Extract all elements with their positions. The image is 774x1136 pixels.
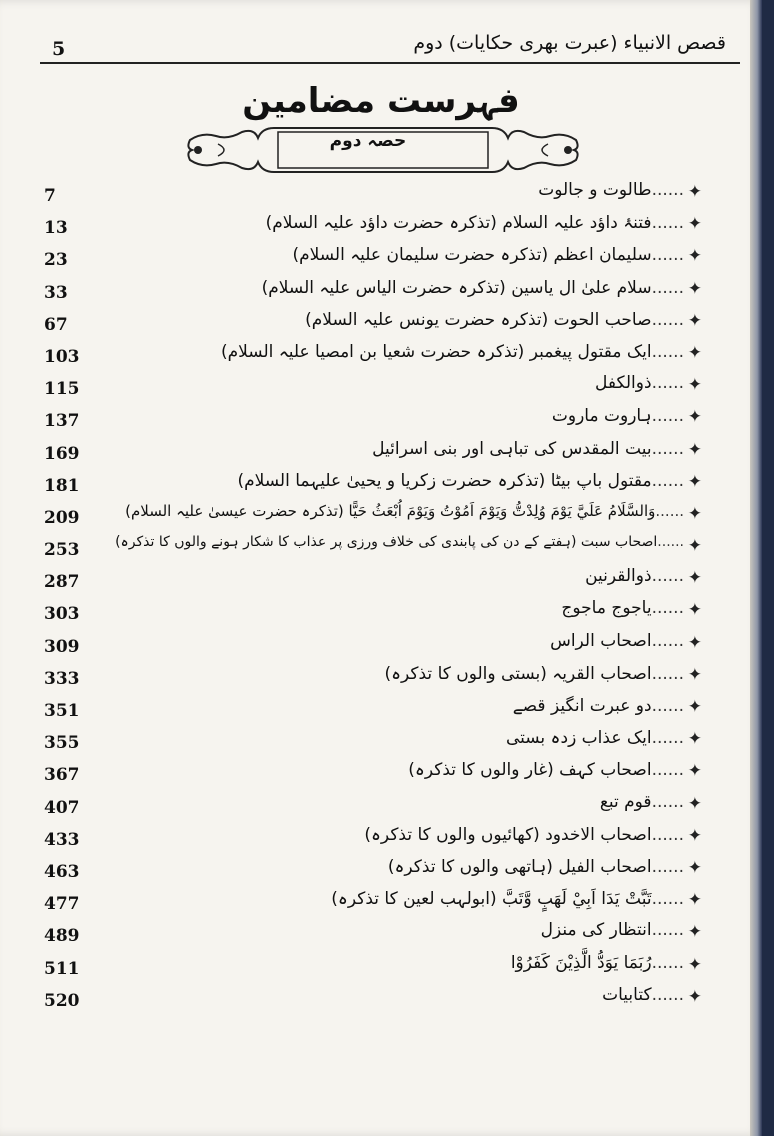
toc-leader-dots: ......	[651, 180, 684, 200]
toc-entry	[0, 659, 762, 691]
toc-leader-dots: ......	[651, 889, 684, 910]
toc-page-number: 520	[44, 990, 80, 1011]
toc-page-number: 253	[44, 540, 80, 561]
star-bullet-icon: ✦	[687, 986, 702, 1007]
toc-entry	[0, 755, 762, 787]
toc-leader-dots: ......	[651, 920, 684, 941]
toc-entry	[0, 401, 762, 433]
toc-entry	[0, 530, 762, 562]
toc-leader-dots: ......	[651, 696, 684, 716]
toc-entry-title: ایک مقتول پیغمبر (تذکرہ حضرت شعیا بن امصیا علیہ السلام)	[220, 341, 652, 362]
toc-entry-line	[561, 598, 684, 618]
toc-entry-title: قوم تبع	[599, 791, 652, 812]
toc-entry-title: انتظار کی منزل	[540, 920, 652, 941]
star-bullet-icon: ✦	[687, 954, 702, 975]
toc-entry	[0, 788, 762, 820]
star-bullet-icon: ✦	[687, 310, 702, 331]
star-bullet-icon: ✦	[687, 471, 702, 492]
toc-leader-dots: ......	[651, 438, 684, 459]
toc-entry	[0, 240, 762, 272]
toc-leader-dots: ......	[651, 984, 684, 1005]
toc-entry-title: اصحاب الراس	[550, 630, 652, 651]
star-bullet-icon: ✦	[687, 342, 702, 363]
toc-entry-title: اصحاب القریہ (بستی والوں کا تذکرہ)	[384, 663, 652, 684]
toc-page-number: 23	[44, 250, 68, 271]
toc-entry-line	[266, 212, 684, 233]
toc-entry-line	[511, 953, 684, 973]
toc-entry	[0, 820, 762, 852]
toc-entry-title: دو عبرت انگیز قصے	[512, 696, 652, 716]
star-bullet-icon: ✦	[687, 793, 702, 814]
toc-entry	[0, 337, 762, 369]
toc-page-number: 115	[44, 379, 80, 400]
star-bullet-icon: ✦	[687, 182, 702, 202]
toc-entry	[0, 852, 762, 884]
toc-entry-line	[506, 727, 684, 748]
toc-entry-line	[331, 888, 684, 909]
toc-leader-dots: ......	[651, 277, 684, 298]
toc-entry-title: مقتول باپ بیٹا (تذکرہ حضرت زکریا و یحییٰ علیہما السلام)	[237, 470, 652, 491]
toc-page-number: 7	[44, 186, 56, 206]
toc-leader-dots: ......	[651, 630, 684, 651]
header-rule	[40, 62, 740, 64]
toc-page-number: 103	[44, 346, 80, 367]
toc-entry-title: اصحاب کہف (غار والوں کا تذکرہ)	[408, 760, 652, 781]
star-bullet-icon: ✦	[687, 536, 702, 557]
star-bullet-icon: ✦	[687, 729, 702, 750]
star-bullet-icon: ✦	[687, 890, 702, 911]
toc-page-number: 489	[44, 926, 80, 947]
toc-entry	[0, 884, 762, 916]
toc-leader-dots: ......	[651, 406, 684, 427]
toc-entry-title: سلام علیٰ ال یاسین (تذکرہ حضرت الیاس علیہ السلام)	[261, 277, 652, 298]
toc-page-number: 463	[44, 861, 80, 882]
toc-leader-dots: ......	[651, 566, 684, 587]
toc-page-number: 67	[44, 314, 68, 335]
toc-entry-line	[115, 534, 684, 550]
toc-entry-line	[538, 180, 684, 200]
toc-entry-line	[550, 631, 684, 651]
toc-page-number: 477	[44, 894, 80, 915]
toc-leader-dots: ......	[655, 501, 684, 520]
book-title: قصص الانبیاء (عبرت بھری حکایات) دوم	[413, 32, 726, 54]
toc-entry-title: یاجوج ماجوج	[561, 598, 652, 619]
toc-entry	[0, 434, 762, 466]
toc-page-number: 433	[44, 829, 80, 850]
toc-leader-dots: ......	[651, 213, 684, 234]
page-number: 5	[52, 38, 66, 60]
toc-page-number: 355	[44, 733, 80, 754]
toc-leader-dots: ......	[651, 373, 684, 394]
toc-entry-title: صاحب الحوت (تذکرہ حضرت یونس علیہ السلام)	[305, 309, 652, 330]
toc-entry	[0, 176, 762, 208]
toc-entry-line	[262, 277, 684, 298]
toc-entry-line	[305, 309, 684, 330]
toc-page-number: 13	[44, 218, 68, 239]
toc-leader-dots: ......	[651, 309, 684, 330]
toc-entry-line	[585, 566, 684, 586]
star-bullet-icon: ✦	[687, 857, 702, 878]
toc-entry-line	[292, 244, 684, 265]
star-bullet-icon: ✦	[687, 825, 702, 846]
toc-leader-dots: ......	[651, 952, 684, 973]
toc-entry-line	[388, 856, 684, 877]
toc-entry-line	[513, 695, 684, 716]
toc-entry	[0, 273, 762, 305]
toc-leader-dots: ......	[651, 760, 684, 781]
toc-page-number: 209	[44, 507, 80, 528]
toc-leader-dots: ......	[651, 824, 684, 845]
toc-entry-title: ایک عذاب زدہ بستی	[505, 728, 652, 749]
star-bullet-icon: ✦	[687, 761, 702, 782]
toc-entry-line	[408, 759, 684, 780]
toc-entry-title: کتابیات	[602, 984, 652, 1005]
toc-entry	[0, 949, 762, 981]
toc-entry-line	[237, 470, 684, 491]
toc-page-number: 33	[44, 282, 68, 303]
toc-leader-dots: ......	[651, 598, 684, 619]
toc-entry-line	[595, 373, 684, 393]
toc-entry	[0, 723, 762, 755]
toc-entry-line	[384, 663, 684, 684]
toc-entry-title: سلیمان اعظم (تذکرہ حضرت سلیمان علیہ السلام)	[292, 245, 652, 266]
toc-entry-title: فتنۂ داؤد علیہ السلام (تذکرہ حضرت داؤد علیہ السلام)	[265, 213, 652, 234]
toc-leader-dots: ......	[651, 856, 684, 877]
toc-entry-title: وَالسَّلَامُ عَلَيَّ يَوْمَ وُلِدْتُّ وَيَوْمَ اَمُوْتُ وَيَوْمَ اُبْعَثُ حَيًّا (تذکرہ حضرت عیسیٰ علیہ السلام)	[125, 501, 656, 520]
toc-entry	[0, 369, 762, 401]
toc-entry-line	[552, 405, 684, 426]
toc-entry-title: بیت المقدس کی تباہی اور بنی اسرائیل	[372, 438, 652, 459]
star-bullet-icon: ✦	[687, 407, 702, 428]
toc-page-number: 511	[44, 958, 80, 979]
toc-page-number: 367	[44, 765, 80, 786]
star-bullet-icon: ✦	[687, 214, 702, 235]
toc-entry	[0, 498, 762, 530]
page-title: فہرست مضامین	[242, 81, 520, 121]
toc-leader-dots: ......	[651, 470, 684, 491]
section-label: حصہ دوم	[329, 131, 407, 151]
toc-entry-line	[600, 792, 684, 812]
toc-entry-line	[125, 502, 684, 520]
toc-entry-title: ہاروت ماروت	[551, 406, 652, 427]
star-bullet-icon: ✦	[687, 632, 702, 653]
toc-page-number: 309	[44, 636, 80, 657]
toc-entry	[0, 916, 762, 948]
toc-entry-title: طالوت و جالوت	[538, 180, 652, 200]
toc-entry	[0, 981, 762, 1013]
toc-entry	[0, 208, 762, 240]
toc-entry-line	[541, 920, 684, 940]
toc-entry	[0, 305, 762, 337]
toc-entry-title: اصحاب الفیل (ہاتھی والوں کا تذکرہ)	[387, 856, 652, 877]
toc-page-number: 169	[44, 443, 80, 464]
toc-leader-dots: ......	[651, 663, 684, 684]
toc-entry-line	[364, 824, 684, 845]
toc-entry	[0, 627, 762, 659]
star-bullet-icon: ✦	[687, 697, 702, 717]
toc-page-number: 333	[44, 668, 80, 689]
table-of-contents	[0, 176, 762, 1013]
toc-page-number: 407	[44, 797, 80, 818]
toc-entry	[0, 562, 762, 594]
toc-entry	[0, 466, 762, 498]
toc-leader-dots: ......	[651, 341, 684, 362]
star-bullet-icon: ✦	[687, 600, 702, 621]
toc-entry	[0, 594, 762, 626]
toc-leader-dots: ......	[651, 728, 684, 749]
toc-entry-line	[221, 341, 684, 362]
star-bullet-icon: ✦	[687, 439, 702, 460]
star-bullet-icon: ✦	[687, 568, 702, 589]
toc-page-number: 137	[44, 411, 80, 432]
toc-page-number: 287	[44, 572, 80, 593]
toc-entry-title: تَبَّتْ يَدَا اَبِيْ لَهَبٍ وَّتَبَّ (ابولہب لعین کا تذکرہ)	[331, 889, 652, 910]
star-bullet-icon: ✦	[687, 375, 702, 396]
toc-leader-dots: ......	[651, 791, 684, 812]
star-bullet-icon: ✦	[687, 246, 702, 267]
star-bullet-icon: ✦	[687, 503, 702, 524]
toc-entry-title: ذوالکفل	[595, 373, 652, 394]
toc-entry-line	[602, 985, 684, 1005]
toc-entry	[0, 691, 762, 723]
toc-leader-dots: ......	[657, 534, 684, 551]
toc-page-number: 181	[44, 475, 80, 496]
toc-entry-title: ذوالقرنین	[585, 566, 652, 587]
star-bullet-icon: ✦	[687, 278, 702, 299]
toc-page-number: 351	[44, 701, 80, 721]
toc-page-number: 303	[44, 604, 80, 625]
toc-entry-line	[372, 438, 684, 459]
star-bullet-icon: ✦	[687, 664, 702, 685]
toc-leader-dots: ......	[651, 245, 684, 266]
toc-entry-title: اصحاب سبت (ہفتے کے دن کی پابندی کی خلاف ورزی پر عذاب کا شکار ہونے والوں کا تذکرہ)	[115, 534, 658, 551]
star-bullet-icon: ✦	[687, 922, 702, 943]
toc-entry-title: اصحاب الاخدود (کھائیوں والوں کا تذکرہ)	[364, 824, 652, 845]
toc-entry-title: رُبَمَا يَوَدُّ الَّذِيْنَ كَفَرُوْا	[510, 952, 652, 973]
